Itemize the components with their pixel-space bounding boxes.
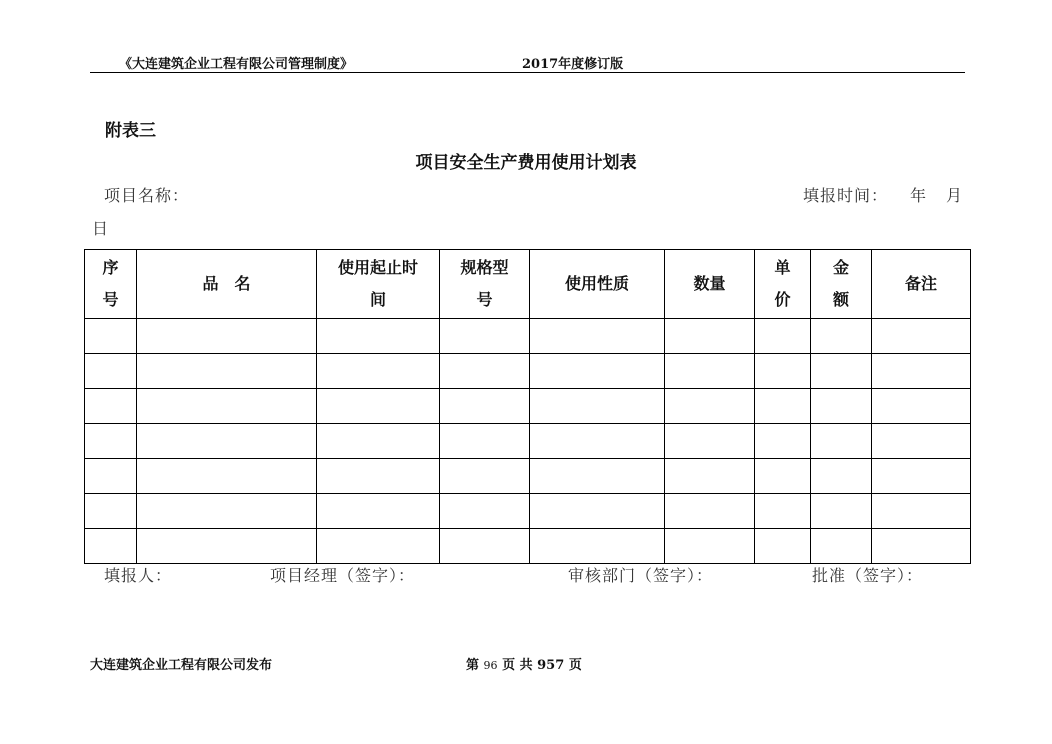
table-cell[interactable] [665,424,755,459]
table-row [85,529,971,564]
table-cell[interactable] [755,529,811,564]
table-cell[interactable] [85,354,137,389]
table-cell[interactable] [440,354,530,389]
table-cell[interactable] [137,354,317,389]
col-header-unit-price: 单 价 [755,250,811,319]
table-cell[interactable] [317,354,440,389]
table-cell[interactable] [317,494,440,529]
col-header-quantity: 数量 [665,250,755,319]
table-cell[interactable] [137,459,317,494]
appendix-label: 附表三 [105,121,156,141]
table-cell[interactable] [872,529,971,564]
header-company-title: 《大连建筑企业工程有限公司管理制度》 [119,57,354,72]
col-header-usage-period: 使用起止时 间 [317,250,440,319]
date-month-label: 月 [946,186,963,205]
table-cell[interactable] [755,389,811,424]
form-title: 项目安全生产费用使用计划表 [415,153,637,173]
header-rule [90,72,965,73]
table-cell[interactable] [872,424,971,459]
date-year-label: 年 [910,186,927,205]
total-pages: 957 [537,658,565,673]
table-row [85,424,971,459]
table-cell[interactable] [872,389,971,424]
table-cell[interactable] [137,424,317,459]
col-header-item-name: 品 名 [137,250,317,319]
cost-plan-table [84,249,971,564]
table-cell[interactable] [665,529,755,564]
table-cell[interactable] [440,459,530,494]
table-cell[interactable] [85,424,137,459]
table-cell[interactable] [317,459,440,494]
table-row [85,494,971,529]
table-cell[interactable] [755,494,811,529]
col-header-remarks: 备注 [872,250,971,319]
table-cell[interactable] [85,459,137,494]
table-cell[interactable] [440,494,530,529]
table-cell[interactable] [811,424,872,459]
audit-signature-label: 审核部门（签字）： [568,566,714,585]
table-cell[interactable] [530,319,665,354]
table-cell[interactable] [317,389,440,424]
table-cell[interactable] [530,354,665,389]
table-cell[interactable] [440,319,530,354]
table-row [85,459,971,494]
table-cell[interactable] [755,424,811,459]
table-cell[interactable] [317,319,440,354]
table-cell[interactable] [872,494,971,529]
table-cell[interactable] [137,319,317,354]
table-cell[interactable] [872,459,971,494]
table-cell[interactable] [317,424,440,459]
table-cell[interactable] [440,424,530,459]
table-cell[interactable] [665,354,755,389]
table-cell[interactable] [137,494,317,529]
table-cell[interactable] [755,354,811,389]
table-cell[interactable] [872,354,971,389]
page-number: 96 [483,659,498,672]
table-cell[interactable] [811,389,872,424]
date-day-label: 日 [92,219,109,238]
table-row [85,319,971,354]
table-cell[interactable] [755,319,811,354]
table-cell[interactable] [85,529,137,564]
table-cell[interactable] [665,459,755,494]
table-row [85,389,971,424]
pm-signature-label: 项目经理（签字）： [270,566,416,585]
table-cell[interactable] [85,319,137,354]
filler-signature-label: 填报人： [104,566,173,585]
table-header-row [85,250,971,319]
table-cell[interactable] [665,494,755,529]
report-date-label: 填报时间： [803,186,889,205]
table-cell[interactable] [530,424,665,459]
table-cell[interactable] [137,389,317,424]
col-header-seq: 序 号 [85,250,137,319]
project-name-label: 项目名称： [104,186,190,205]
footer-publisher: 大连建筑企业工程有限公司发布 [90,658,273,673]
table-cell[interactable] [811,494,872,529]
table-cell[interactable] [440,529,530,564]
footer-page-info: 第 96 页 共 957 页 [466,658,582,673]
table-cell[interactable] [665,319,755,354]
table-cell[interactable] [811,354,872,389]
table-cell[interactable] [530,494,665,529]
table-cell[interactable] [811,529,872,564]
table-cell[interactable] [872,319,971,354]
col-header-spec-model: 规格型 号 [440,250,530,319]
header-edition: 2017年度修订版 [522,57,624,72]
approve-signature-label: 批准（签字）： [812,566,924,585]
col-header-usage-nature: 使用性质 [530,250,665,319]
table-cell[interactable] [85,389,137,424]
col-header-amount: 金 额 [811,250,872,319]
table-cell[interactable] [665,389,755,424]
table-row [85,354,971,389]
table-cell[interactable] [137,529,317,564]
table-cell[interactable] [317,529,440,564]
table-cell[interactable] [530,459,665,494]
table-cell[interactable] [530,529,665,564]
table-cell[interactable] [85,494,137,529]
table-cell[interactable] [530,389,665,424]
table-cell[interactable] [440,389,530,424]
table-cell[interactable] [811,459,872,494]
table-body [85,319,971,564]
table-cell[interactable] [755,459,811,494]
table-cell[interactable] [811,319,872,354]
